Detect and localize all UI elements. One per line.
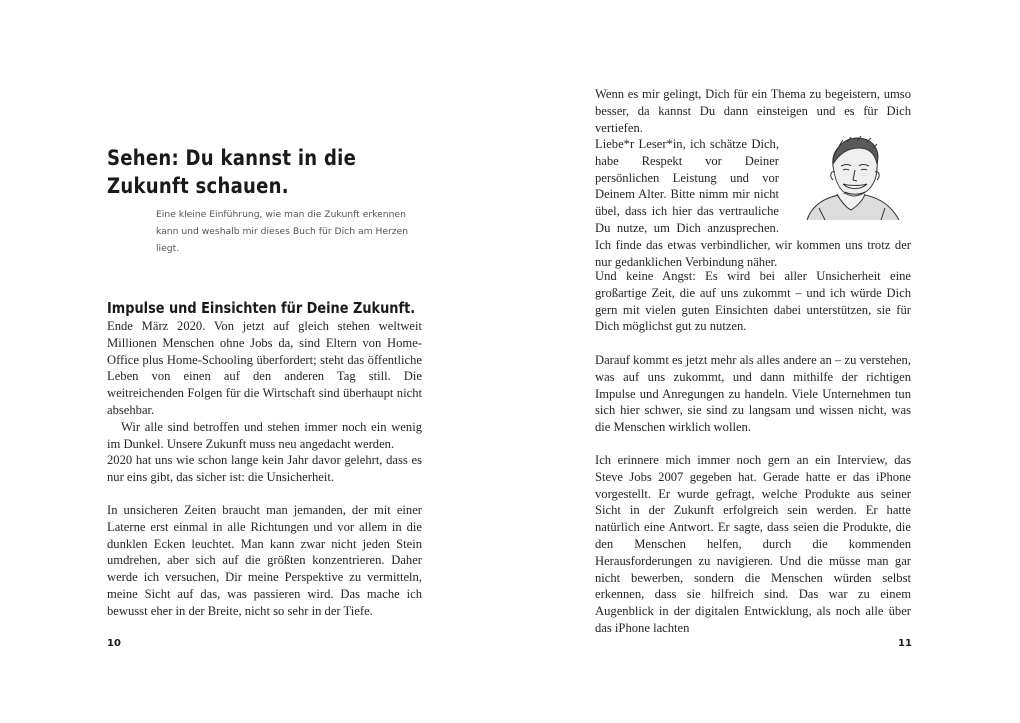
author-portrait-icon	[789, 136, 915, 220]
left-body-block-1	[107, 318, 422, 452]
right-body-block-1	[595, 86, 911, 136]
body-paragraph: Und keine Angst: Es wird bei aller Unsicherheit eine großartige Zeit, die auf uns zukommt – und ich würde Dich gern mit vielen guten Einsichten dabei unterstützen, sie für Dich möglichst gut zu nutzen.	[595, 269, 911, 334]
right-body-block-4	[595, 352, 911, 436]
right-page	[510, 0, 1020, 723]
body-paragraph: Wenn es mir gelingt, Dich für ein Thema zu begeistern, umso besser, da kannst Du dann einsteigen und es für Dich vertiefen.	[595, 87, 911, 135]
right-body-block-2	[595, 136, 911, 270]
body-paragraph: Darauf kommt es jetzt mehr als alles andere an – zu verstehen, was auf uns zukommt, und dann mithilfe der richtigen Impulse und Anregungen zu handeln. Viele Unternehmen tun sich hier schwer, sie sind zu langsam und wissen nicht, was die Menschen wirklich wollen.	[595, 353, 911, 435]
left-body-block-2	[107, 452, 422, 486]
chapter-subtitle: Eine kleine Einführung, wie man die Zukunft erkennen kann und weshalb mir dieses Buch für Dich am Herzen liegt.	[156, 209, 409, 254]
body-paragraph: Liebe*r Leser*in, ich schätze Dich, habe Respekt vor Deiner persönlichen Leistung und vor Deinem Alter. Bitte nimm mir nicht übel, dass ich hier das vertrauliche Du nutze, um Dich anzusprechen. Ich finde das etwas verbindlicher, wir kommen uns trotz der nur gedanklichen Verbindung näher.	[595, 137, 911, 269]
chapter-title-line-1: Sehen: Du kannst in die	[107, 146, 357, 170]
right-body-block-5	[595, 452, 911, 637]
page-number-right: 11	[898, 638, 912, 649]
body-paragraph: 2020 hat uns wie schon lange kein Jahr davor gelehrt, dass es nur eins gibt, das sicher ist: die Unsicherheit.	[107, 453, 422, 484]
body-paragraph: Ich erinnere mich immer noch gern an ein Interview, das Steve Jobs 2007 gegeben hat. Gerade hatte er das iPhone vorgestellt. Er wurde gefragt, welche Produkte aus seiner Sicht in der Zukunft erfolgreich sein werden. Er hatte natürlich eine Antwort. Er sagte, dass seien die Produkte, die den Menschen helfen, durch die kommenden Herausforderungen zu navigieren. Und die müsse man gar nicht bewerben, sondern die Menschen würden selbst erkennen, dass sie hilfreich sind. Das war zu einem Augenblick in der digitalen Entwicklung, als noch alle über das iPhone lachten	[595, 453, 911, 635]
body-paragraph: Wir alle sind betroffen und stehen immer noch ein wenig im Dunkel. Unsere Zukunft muss neu angedacht werden.	[107, 419, 422, 451]
page-number-left: 10	[107, 638, 121, 649]
section-heading: Impulse und Einsichten für Deine Zukunft.	[107, 299, 416, 317]
body-paragraph: In unsicheren Zeiten braucht man jemanden, der mit einer Laterne erst einmal in alle Richtungen und vor allem in die dunklen Ecken leuchtet. Man kann zwar nicht jeden Stein umdrehen, aber sich auf die größten konzentrieren. Daher werde ich versuchen, Dir meine Perspektive zu vermitteln, meine Sicht auf das, was passieren wird. Das mache ich bewusst eher in der Breite, nicht so sehr in der Tiefe.	[107, 503, 422, 618]
chapter-title	[107, 144, 382, 200]
body-paragraph: Ende März 2020. Von jetzt auf gleich stehen weltweit Millionen Menschen ohne Jobs da, sind Eltern von Home-Office plus Home-Schooling überfordert; steht das öffentliche Leben von einen auf den anderen Tag still. Die weitreichenden Folgen für die Wirtschaft sind überhaupt nicht absehbar.	[107, 319, 422, 417]
chapter-title-line-2: Zukunft schauen.	[107, 174, 289, 198]
left-body-block-3	[107, 502, 422, 620]
author-portrait-illustration	[789, 136, 915, 220]
right-body-block-3	[595, 268, 911, 335]
